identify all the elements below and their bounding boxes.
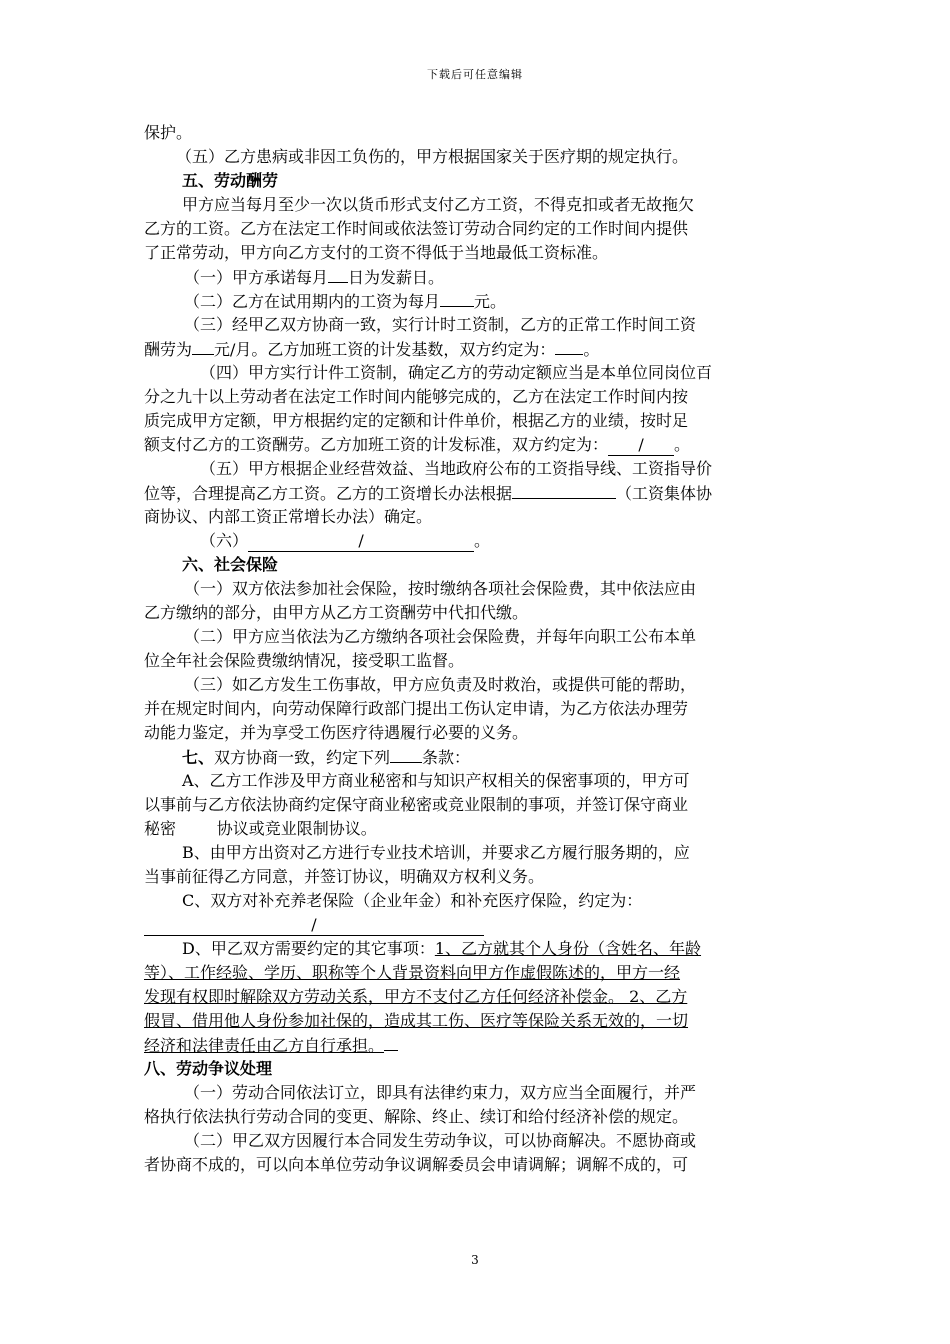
text-span: 额支付乙方的工资酬劳。乙方加班工资的计发标准，双方约定为：: [144, 435, 609, 454]
text-span: （工资集体协: [616, 484, 713, 503]
text-line: 质完成甲方定额，甲方根据约定的定额和计件单价，根据乙方的业绩，按时足: [144, 411, 689, 430]
fill-blank: [384, 1033, 398, 1051]
text-line: [144, 529, 806, 553]
text-span: 酬劳为: [144, 340, 193, 359]
text-line: [144, 1033, 806, 1057]
fill-blank[interactable]: [512, 481, 616, 499]
text-line: （四）甲方实行计件工资制，确定乙方的劳动定额应当是本单位同岗位百: [200, 363, 713, 382]
text-span: 七、: [182, 748, 215, 767]
text-span: 。: [674, 435, 691, 454]
underlined-text: 等）、工作经验、学历、职称等个人背景资料向甲方作虚假陈述的，甲方一经: [144, 963, 681, 982]
text-line: （三）如乙方发生工伤事故，甲方应负责及时救治，或提供可能的帮助，: [184, 675, 697, 694]
text-line: （五）甲方根据企业经营效益、当地政府公布的工资指导线、工资指导价: [200, 459, 713, 478]
fill-blank[interactable]: [440, 289, 474, 307]
text-line: 秘密 协议或竞业限制协议。: [144, 819, 377, 838]
text-line: （一）双方依法参加社会保险，按时缴纳各项社会保险费，其中依法应由: [184, 579, 697, 598]
text-line: [144, 337, 806, 361]
text-line: （二）甲方应当依法为乙方缴纳各项社会保险费，并每年向职工公布本单: [184, 627, 697, 646]
underlined-text: 经济和法律责任由乙方自行承担。: [144, 1036, 385, 1055]
text-line: 了正常劳动，甲方向乙方支付的工资不得低于当地最低工资标准。: [144, 243, 609, 262]
text-line: [144, 913, 806, 937]
fill-blank[interactable]: [192, 337, 214, 355]
text-line: （五）乙方患病或非因工负伤的，甲方根据国家关于医疗期的规定执行。: [176, 147, 689, 166]
page-header: 下载后可任意编辑: [427, 68, 523, 81]
text-line: A、乙方工作涉及甲方商业秘密和与知识产权相关的保密事项的，甲方可: [182, 771, 690, 790]
text-line: 格执行依法执行劳动合同的变更、解除、终止、续订和给付经济补偿的规定。: [144, 1107, 689, 1126]
fill-blank[interactable]: [555, 337, 583, 355]
text-line: 并在规定时间内，向劳动保障行政部门提出工伤认定申请，为乙方依法办理劳: [144, 699, 689, 718]
text-line: B、由甲方出资对乙方进行专业技术培训，并要求乙方履行服务期的，应: [182, 843, 690, 862]
text-line: 分之九十以上劳动者在法定工作时间内能够完成的，乙方在法定工作时间内按: [144, 387, 689, 406]
text-line: 者协商不成的，可以向本单位劳动争议调解委员会申请调解；调解不成的，可: [144, 1155, 689, 1174]
text-line: 以事前与乙方依法协商约定保守商业秘密或竞业限制的事项，并签订保守商业: [144, 795, 689, 814]
text-span: 元/月。乙方加班工资的计发基数，双方约定为：: [214, 340, 556, 359]
text-span: D、甲乙双方需要约定的其它事项：: [182, 939, 435, 958]
text-span: 双方协商一致，约定下列: [214, 748, 391, 767]
underlined-text: 1、乙方就其个人身份（含姓名、年龄: [434, 939, 702, 958]
text-line: [144, 433, 806, 457]
text-line: 动能力鉴定，并为享受工伤医疗待遇履行必要的义务。: [144, 723, 529, 742]
text-line: （一）劳动合同依法订立，即具有法律约束力，双方应当全面履行，并严: [184, 1083, 697, 1102]
text-line: C、双方对补充养老保险（企业年金）和补充医疗保险，约定为：: [182, 891, 643, 910]
text-span: （二）乙方在试用期内的工资为每月: [184, 292, 441, 311]
text-span: （六）: [200, 531, 249, 550]
text-line: 当事前征得乙方同意，并签订协议，明确双方权利义务。: [144, 867, 545, 886]
text-line: [144, 481, 806, 505]
underlined-text: 发现有权即时解除双方劳动关系，甲方不支付乙方任何经济补偿金。 2、乙方: [144, 987, 688, 1006]
fill-blank[interactable]: [328, 265, 348, 283]
text-line: 甲方应当每月至少一次以货币形式支付乙方工资，不得克扣或者无故拖欠: [182, 195, 695, 214]
text-span: 条款：: [422, 748, 471, 767]
fill-blank[interactable]: /: [144, 915, 484, 936]
text-line: 乙方的工资。乙方在法定工作时间或依法签订劳动合同约定的工作时间内提供: [144, 219, 689, 238]
section-heading-5: 五、劳动酬劳: [182, 171, 279, 190]
underlined-text: 假冒、借用他人身份参加社保的，造成其工伤、医疗等保险关系无效的，一切: [144, 1011, 689, 1030]
fill-blank[interactable]: /: [608, 435, 674, 456]
text-line: （三）经甲乙双方协商一致，实行计时工资制，乙方的正常工作时间工资: [184, 315, 697, 334]
text-line: 位全年社会保险费缴纳情况，接受职工监督。: [144, 651, 465, 670]
text-line: [144, 265, 806, 289]
text-span: 。: [583, 340, 600, 359]
text-line: 保护。: [144, 123, 193, 142]
text-line: [144, 289, 806, 313]
text-line: [144, 937, 806, 961]
section-heading-6: 六、社会保险: [182, 555, 279, 574]
text-span: 日为发薪日。: [348, 268, 445, 287]
text-line: 乙方缴纳的部分，由甲方从乙方工资酬劳中代扣代缴。: [144, 603, 529, 622]
text-span: 。: [474, 531, 491, 550]
text-span: （一）甲方承诺每月: [184, 268, 329, 287]
fill-blank[interactable]: /: [248, 531, 474, 552]
text-line: （二）甲乙双方因履行本合同发生劳动争议，可以协商解决。不愿协商或: [184, 1131, 697, 1150]
section-heading-8: 八、劳动争议处理: [144, 1059, 273, 1078]
document-body: [144, 121, 806, 1177]
section-heading-7: [144, 745, 806, 769]
text-span: 位等，合理提高乙方工资。乙方的工资增长办法根据: [144, 484, 513, 503]
page-number: 3: [471, 1253, 479, 1267]
text-line: 商协议、内部工资正常增长办法）确定。: [144, 507, 433, 526]
fill-blank[interactable]: [390, 745, 422, 763]
text-span: 元。: [474, 292, 507, 311]
